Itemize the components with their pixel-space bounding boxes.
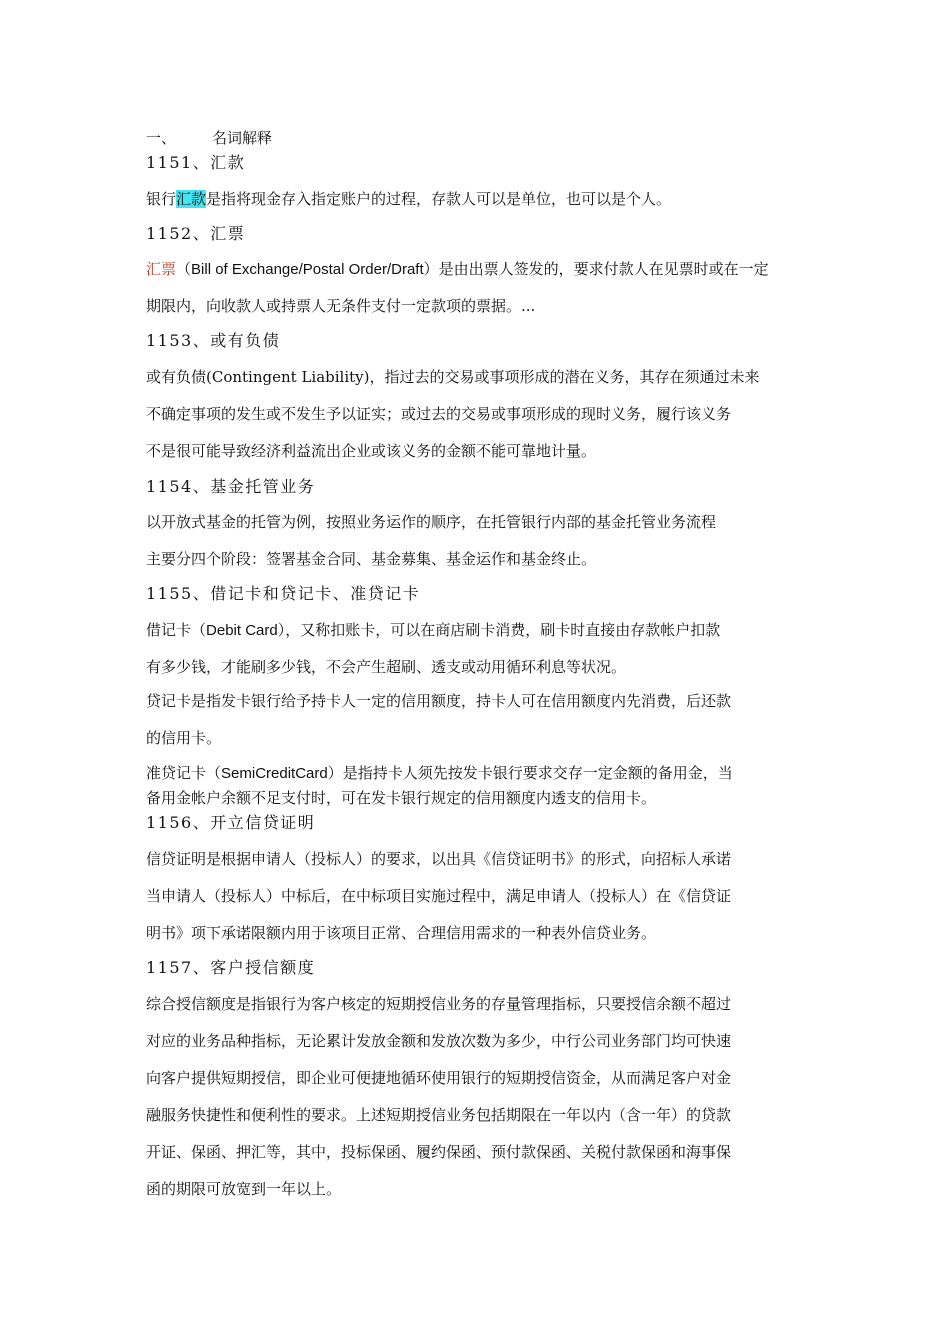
definition-1157-line5: 开证、保函、押汇等，其中，投标保函、履约保函、预付款保函、关税付款保函和海事保 — [146, 1143, 732, 1161]
section-title-text: 名词解释 — [212, 129, 273, 147]
term-heading-1157: 1157、客户授信额度 — [146, 958, 316, 977]
definition-1157-line1: 综合授信额度是指银行为客户核定的短期授信业务的存量管理指标，只要授信余额不超过 — [146, 995, 732, 1013]
highlighted-term: 汇款 — [176, 190, 207, 208]
definition-1157-line6: 函的期限可放宽到一年以上。 — [146, 1180, 342, 1198]
text: （ — [176, 260, 192, 278]
definition-1152-line2: 期限内，向收款人或持票人无条件支付一定款项的票据。... — [146, 297, 536, 315]
definition-1156-line1: 信贷证明是根据申请人（投标人）的要求，以出具《信贷证明书》的形式，向招标人承诺 — [146, 850, 732, 868]
definition-1154-line2: 主要分四个阶段：签署基金合同、基金募集、基金运作和基金终止。 — [146, 550, 597, 568]
definition-1156-line2: 当申请人（投标人）中标后，在中标项目实施过程中，满足申请人（投标人）在《信贷证 — [146, 887, 732, 905]
term-heading-1152: 1152、汇票 — [146, 224, 246, 243]
section-number: 一、 — [146, 129, 177, 147]
text: ）是指持卡人须先按发卡银行要求交存一定金额的备用金，当 — [327, 764, 733, 782]
term-heading-1155: 1155、借记卡和贷记卡、准贷记卡 — [146, 584, 421, 603]
definition-credit-line1: 贷记卡是指发卡银行给予持卡人一定的信用额度，持卡人可在信用额度内先消费，后还款 — [146, 692, 732, 710]
definition-1152-line1 — [146, 259, 769, 280]
section-title — [146, 128, 272, 148]
text: 银行 — [146, 190, 177, 208]
text: 准贷记卡（ — [146, 764, 222, 782]
definition-credit-line2: 的信用卡。 — [146, 729, 222, 747]
term-heading-1154: 1154、基金托管业务 — [146, 477, 316, 496]
english-term: SemiCreditCard — [221, 765, 328, 782]
english-term: Bill of Exchange/Postal Order/Draft — [191, 261, 424, 278]
text: ）是由出票人签发的，要求付款人在见票时或在一定 — [423, 260, 769, 278]
definition-1157-line4: 融服务快捷性和便利性的要求。上述短期授信业务包括期限在一年以内（含一年）的贷款 — [146, 1106, 732, 1124]
definition-debit-line1 — [146, 620, 720, 641]
text: 是指将现金存入指定账户的过程，存款人可以是单位，也可以是个人。 — [206, 190, 672, 208]
english-term: Debit Card — [206, 622, 278, 639]
definition-1153-line1: 或有负债(Contingent Liability)，指过去的交易或事项形成的潜在义务，其存在须通过未来 — [146, 368, 760, 386]
definition-1153-line2: 不确定事项的发生或不发生予以证实；或过去的交易或事项形成的现时义务，履行该义务 — [146, 405, 732, 423]
term-heading-1156: 1156、开立信贷证明 — [146, 813, 316, 832]
definition-1157-line3: 向客户提供短期授信，即企业可便捷地循环使用银行的短期授信资金，从而满足客户对金 — [146, 1069, 732, 1087]
text: 借记卡（ — [146, 621, 207, 639]
definition-1156-line3: 明书》项下承诺限额内用于该项目正常、合理信用需求的一种表外信贷业务。 — [146, 924, 657, 942]
red-term-link[interactable]: 汇票 — [146, 260, 177, 278]
definition-semicredit-line1 — [146, 763, 733, 784]
term-heading-1151: 1151、汇款 — [146, 153, 246, 172]
definition-1153-line3: 不是很可能导致经济利益流出企业或该义务的金额不能可靠地计量。 — [146, 442, 597, 460]
text: ），又称扣账卡，可以在商店刷卡消费，刷卡时直接由存款帐户扣款 — [277, 621, 721, 639]
definition-1157-line2: 对应的业务品种指标，无论累计发放金额和发放次数为多少，中行公司业务部门均可快速 — [146, 1032, 732, 1050]
definition-debit-line2: 有多少钱，才能刷多少钱，不会产生超刷、透支或动用循环利息等状况。 — [146, 658, 627, 676]
definition-1154-line1: 以开放式基金的托管为例，按照业务运作的顺序，在托管银行内部的基金托管业务流程 — [146, 513, 717, 531]
definition-semicredit-line2: 备用金帐户余额不足支付时，可在发卡银行规定的信用额度内透支的信用卡。 — [146, 789, 657, 807]
definition-1151 — [146, 189, 671, 209]
term-heading-1153: 1153、或有负债 — [146, 331, 281, 350]
